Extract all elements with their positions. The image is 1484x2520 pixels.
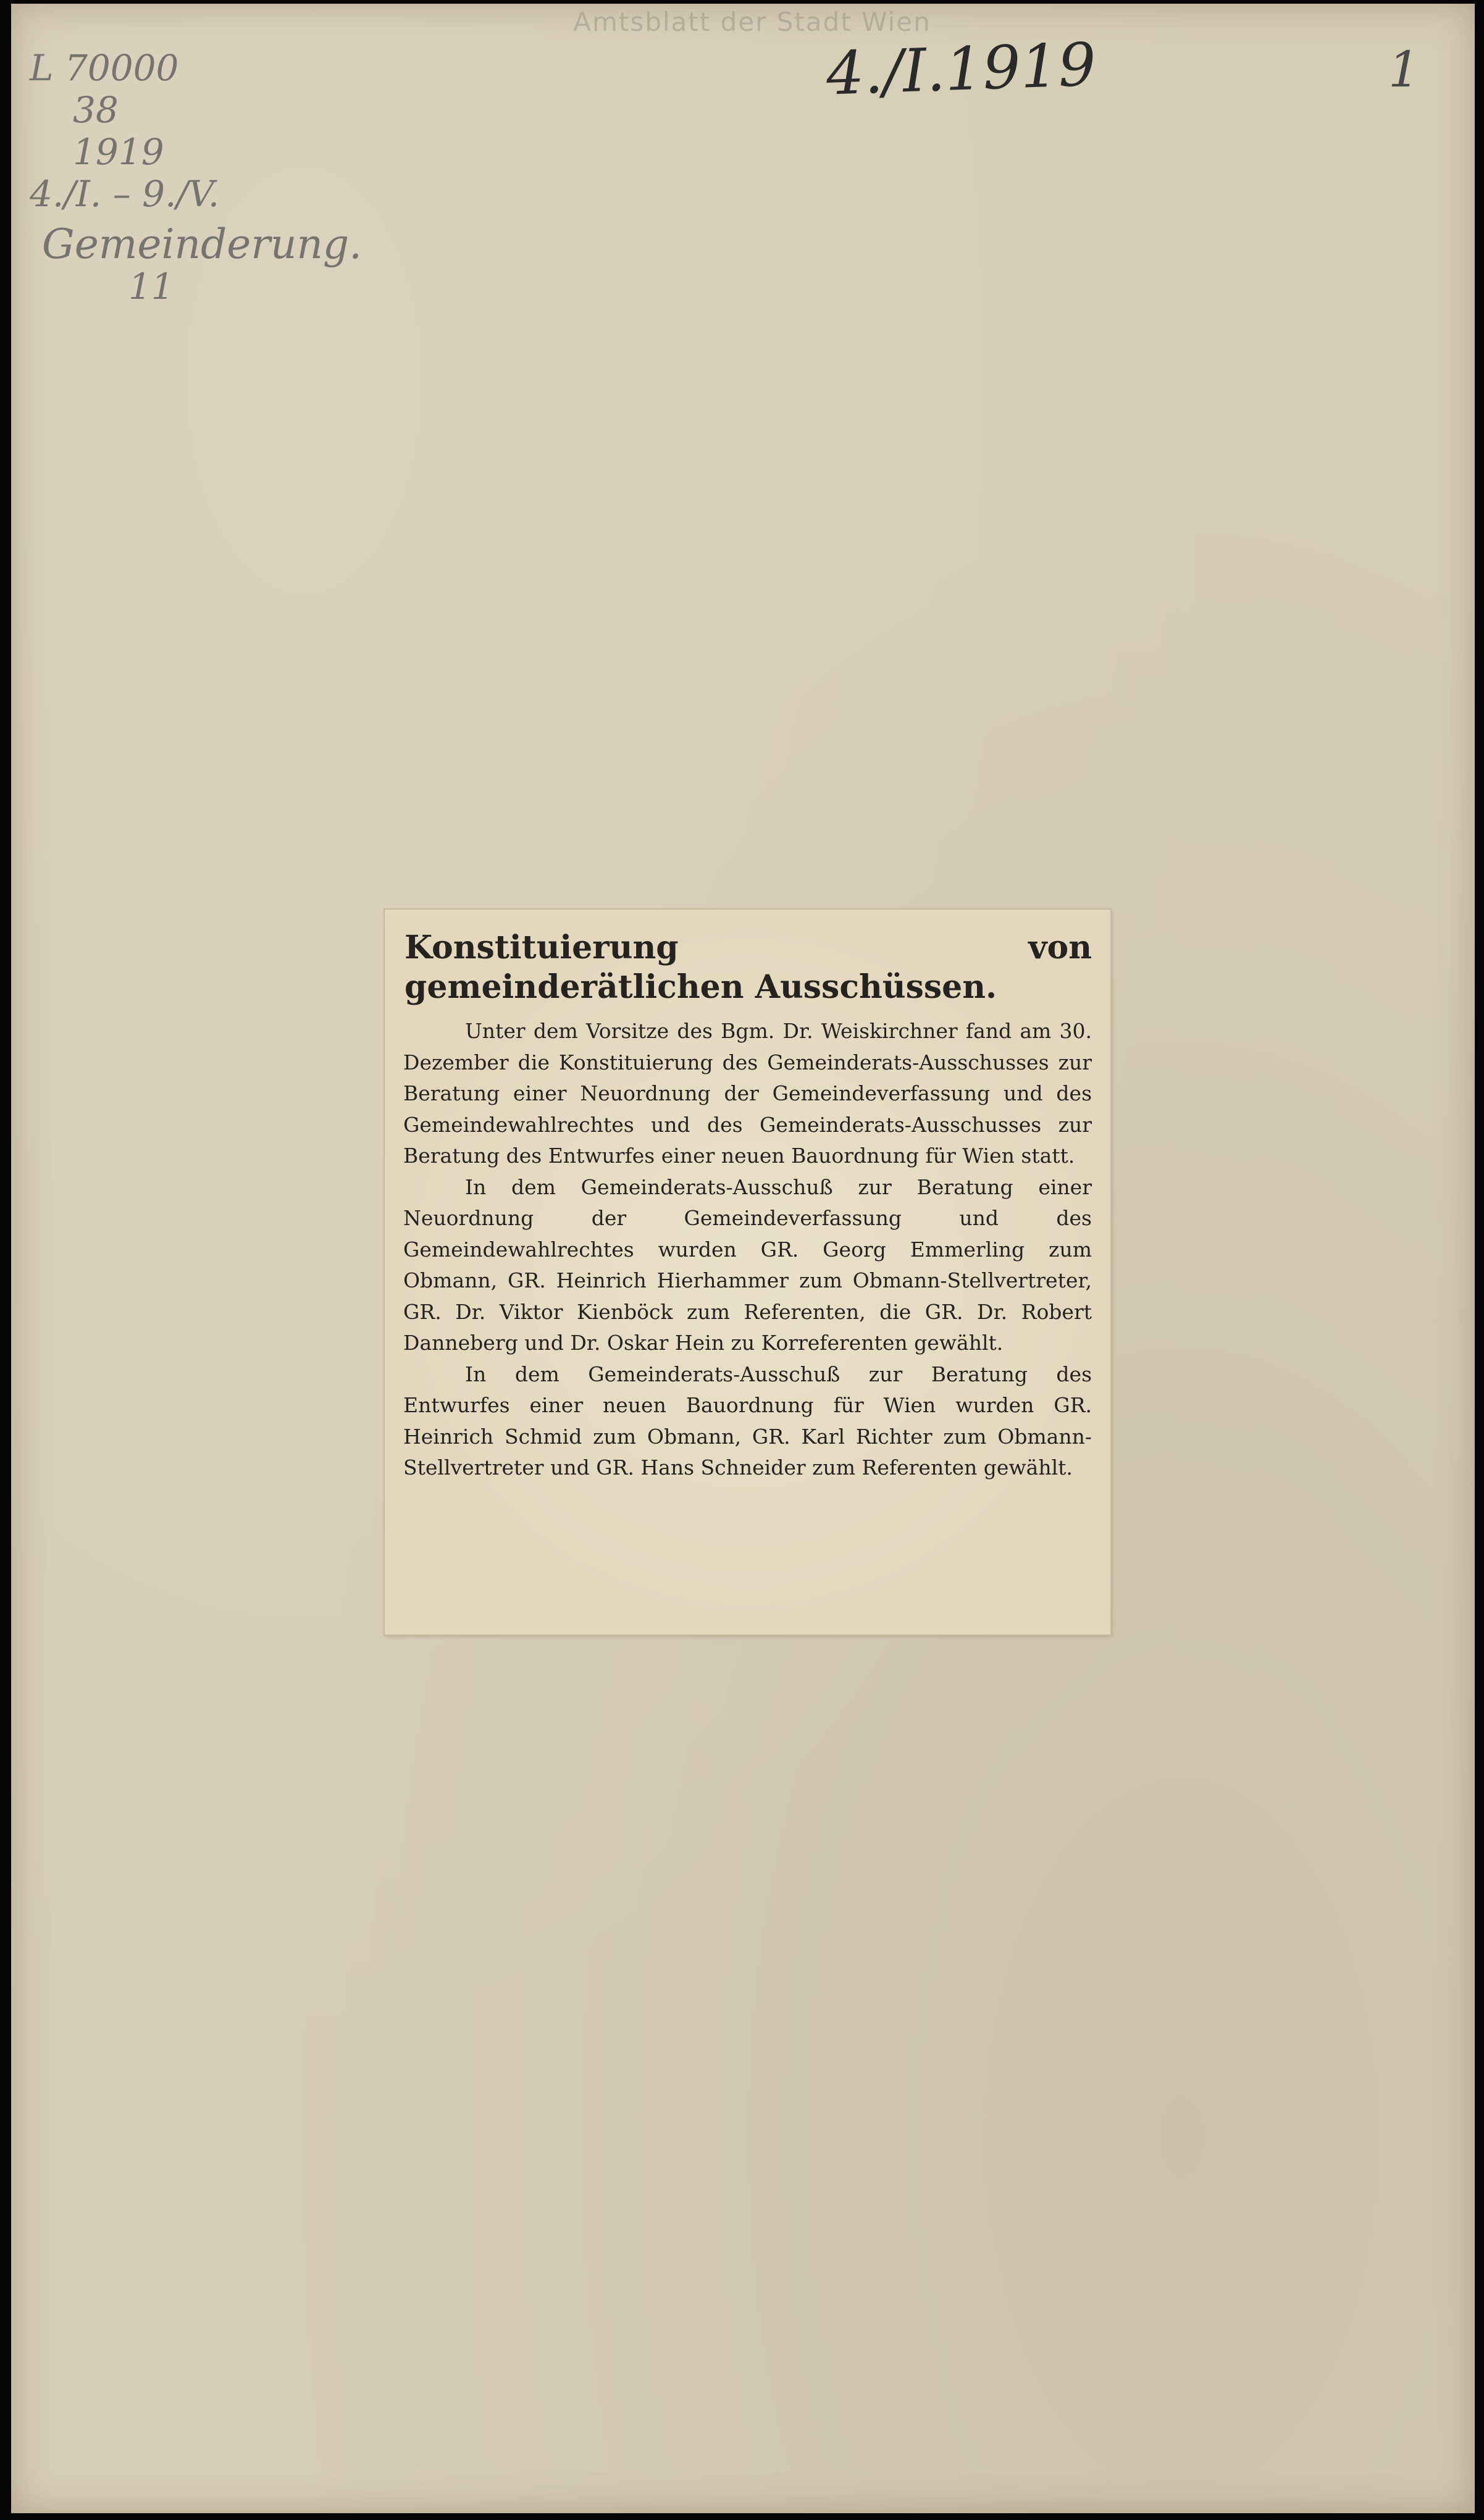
clipping-paragraph: In dem Gemeinderats-Ausschuß zur Beratung des Entwurfes einer neuen Bauordnung für Wien wurden GR. Heinrich Schmid zum Obmann, GR. Karl Richter zum Obmann-Stellvertreter und GR. Hans Schneider zum Referenten gewählt. bbox=[403, 1362, 1092, 1480]
archive-sheet bbox=[11, 4, 1475, 2513]
archive-stamp: Amtsblatt der Stadt Wien bbox=[573, 7, 931, 37]
clipping-paragraph: Unter dem Vorsitze des Bgm. Dr. Weiskirchner fand am 30. Dezember die Konstituierung des Gemeinderats-Ausschusses zur Beratung einer Neuordnung der Gemeindeverfassung und des Gemeindewahlrechtes und des Gemeinderats-Ausschusses zur Beratung des Entwurfes einer neuen Bauordnung für Wien statt. bbox=[403, 1019, 1092, 1168]
handwritten-date: 4./I.1919 bbox=[825, 30, 1097, 109]
margin-note-number: 38 bbox=[73, 89, 119, 131]
margin-notes bbox=[30, 47, 363, 308]
handwritten-page-number: 1 bbox=[1388, 41, 1420, 98]
clipping-paragraph: In dem Gemeinderats-Ausschuß zur Beratung einer Neuordnung der Gemeindeverfassung und des Gemeindewahlrechtes wurden GR. Georg Emmerling zum Obmann, GR. Heinrich Hierhammer zum Obmann-Stellvertreter, GR. Dr. Viktor Kienböck zum Referenten, die GR. Dr. Robert Danneberg und Dr. Oskar Hein zu Korreferenten gewählt. bbox=[403, 1174, 1092, 1355]
margin-note-date-range: 4./I. – 9./V. bbox=[30, 173, 220, 215]
margin-note-count: 11 bbox=[128, 266, 174, 308]
clipping-title: Konstituierung von gemeinderätlichen Ausschüssen. bbox=[405, 929, 1092, 1006]
margin-note-signature: L 70000 bbox=[30, 47, 179, 89]
margin-note-year: 1919 bbox=[73, 131, 164, 173]
newspaper-clipping bbox=[385, 910, 1110, 1635]
margin-note-subject: Gemeinderung. bbox=[42, 220, 363, 268]
